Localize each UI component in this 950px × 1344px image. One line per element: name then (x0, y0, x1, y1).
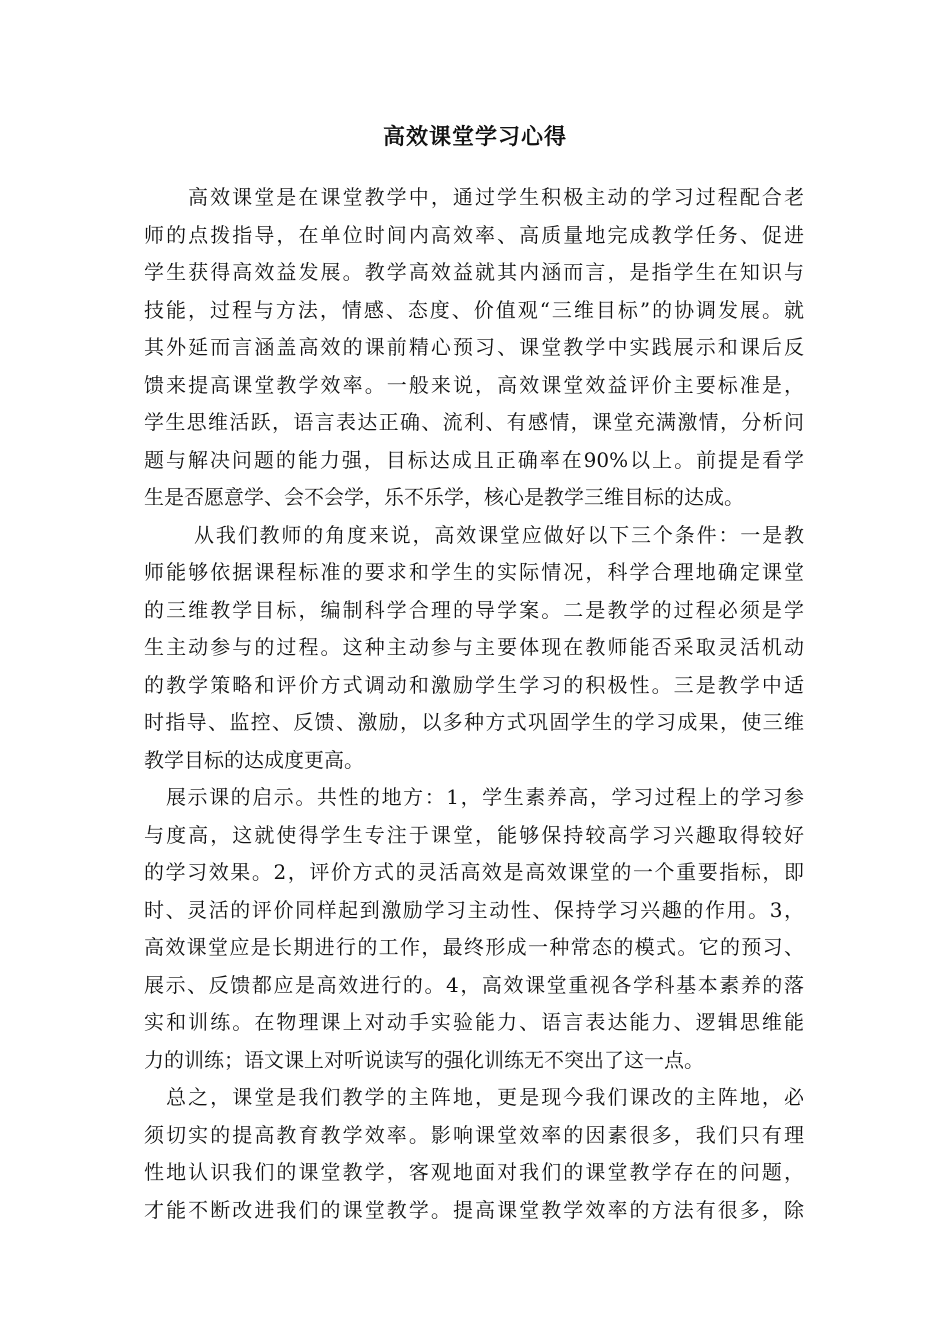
paragraph-line: 的学习效果。2，评价方式的灵活高效是高效课堂的一个重要指标，即 (144, 860, 804, 884)
document-body (144, 179, 804, 1229)
paragraph-line: 的教学策略和评价方式调动和激励学生学习的积极性。三是教学中适 (144, 672, 804, 697)
paragraph-line: 技能，过程与方法，情感、态度、价值观“三维目标”的协调发展。就 (144, 297, 804, 322)
paragraph-line: 实和训练。在物理课上对动手实验能力、语言表达能力、逻辑思维能 (144, 1010, 804, 1034)
paragraph-3 (144, 779, 804, 1079)
paragraph-line: 时指导、监控、反馈、激励，以多种方式巩固学生的学习成果，使三维 (144, 710, 804, 734)
paragraph-line: 其外延而言涵盖高效的课前精心预习、课堂教学中实践展示和课后反 (144, 335, 804, 359)
paragraph-line: 生是否愿意学、会不会学，乐不乐学，核心是教学三维目标的达成。 (144, 485, 744, 509)
paragraph-line: 展示、反馈都应是高效进行的。4，高效课堂重视各学科基本素养的落 (144, 972, 804, 997)
paragraph-line: 高效课堂是在课堂教学中，通过学生积极主动的学习过程配合老 (188, 185, 804, 209)
paragraph-line: 从我们教师的角度来说，高效课堂应做好以下三个条件：一是教 (194, 522, 804, 547)
paragraph-line: 馈来提高课堂教学效率。一般来说，高效课堂效益评价主要标准是， (144, 372, 804, 397)
paragraph-line: 性地认识我们的课堂教学，客观地面对我们的课堂教学存在的问题， (144, 1160, 804, 1184)
paragraph-line: 生主动参与的过程。这种主动参与主要体现在教师能否采取灵活机动 (144, 635, 804, 659)
paragraph-2 (144, 517, 804, 780)
paragraph-line: 才能不断改进我们的课堂教学。提高课堂教学效率的方法有很多，除 (144, 1197, 804, 1222)
paragraph-line: 展示课的启示。共性的地方：1，学生素养高，学习过程上的学习参 (166, 785, 804, 809)
paragraph-line: 题与解决问题的能力强，目标达成且正确率在90%以上。前提是看学 (144, 447, 804, 472)
paragraph-line: 学生思维活跃，语言表达正确、流利、有感情，课堂充满激情，分析问 (144, 410, 804, 434)
paragraph-line: 教学目标的达成度更高。 (144, 747, 364, 772)
paragraph-line: 力的训练；语文课上对听说读写的强化训练无不突出了这一点。 (144, 1047, 704, 1072)
paragraph-1 (144, 179, 804, 517)
document-title: 高效课堂学习心得 (382, 125, 567, 150)
paragraph-line: 须切实的提高教育教学效率。影响课堂效率的因素很多，我们只有理 (144, 1122, 804, 1147)
paragraph-4 (144, 1079, 804, 1229)
paragraph-line: 高效课堂应是长期进行的工作，最终形成一种常态的模式。它的预习、 (144, 935, 804, 959)
paragraph-line: 的三维教学目标，编制科学合理的导学案。二是教学的过程必须是学 (144, 597, 804, 622)
paragraph-line: 师能够依据课程标准的要求和学生的实际情况，科学合理地确定课堂 (144, 560, 804, 584)
paragraph-line: 与度高，这就使得学生专注于课堂，能够保持较高学习兴趣取得较好 (144, 822, 804, 847)
paragraph-line: 总之，课堂是我们教学的主阵地，更是现今我们课改的主阵地，必 (166, 1085, 804, 1109)
paragraph-line: 时、灵活的评价同样起到激励学习主动性、保持学习兴趣的作用。3， (144, 897, 804, 922)
paragraph-line: 学生获得高效益发展。教学高效益就其内涵而言，是指学生在知识与 (144, 260, 804, 284)
paragraph-line: 师的点拨指导，在单位时间内高效率、高质量地完成教学任务、促进 (144, 222, 804, 247)
